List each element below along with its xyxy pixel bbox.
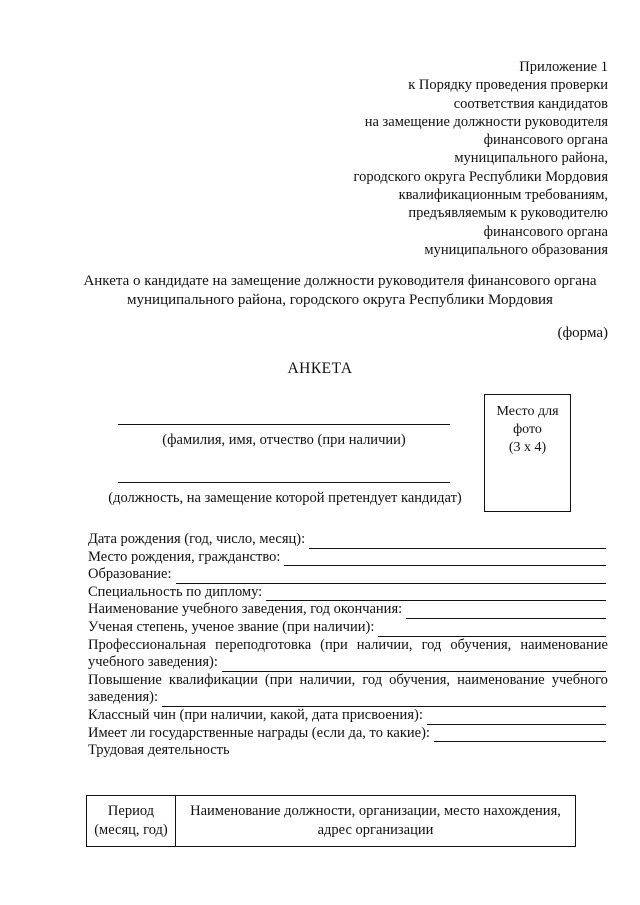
header-text: Период — [107, 803, 155, 819]
field-label: учебного заведения): — [88, 654, 218, 671]
field-label: Классный чин (при наличии, какой, дата присвоения): — [88, 706, 423, 723]
field-line — [284, 552, 606, 566]
field-line — [266, 587, 606, 601]
field-word: переподготовка — [215, 636, 312, 653]
photo-placeholder — [484, 394, 571, 512]
appendix-line: финансового органа — [483, 132, 608, 149]
header-text: (месяц, год) — [94, 822, 168, 838]
name-caption: (фамилия, имя, отчество (при наличии) — [162, 432, 406, 448]
appendix-line: финансового органа — [483, 223, 608, 240]
appendix-line: городского округа Республики Мордовия — [353, 168, 608, 185]
table-header-row — [87, 796, 576, 847]
form-label: (форма) — [557, 325, 608, 341]
form-title — [60, 272, 620, 310]
field-word: наименование — [457, 671, 545, 688]
field-word: учебного — [551, 671, 608, 688]
appendix-line: муниципального района, — [454, 150, 608, 167]
field-label: Образование: — [88, 566, 172, 583]
field-retraining-cont — [88, 654, 608, 672]
field-label: Имеет ли государственные награды (если да, то какие): — [88, 724, 430, 741]
field-word: Профессиональная — [88, 636, 207, 653]
field-line — [378, 623, 606, 637]
field-line — [162, 693, 606, 707]
field-word: (при — [264, 671, 293, 688]
field-line — [427, 711, 606, 725]
field-word: обучения, — [450, 636, 512, 653]
field-label: Специальность по диплому: — [88, 583, 263, 600]
field-line — [222, 658, 606, 672]
field-word: (при — [320, 636, 348, 653]
field-qualification-cont — [88, 689, 608, 707]
appendix-line: квалификационным требованиям, — [398, 187, 608, 204]
field-label: Наименование учебного заведения, год окончания: — [88, 601, 403, 618]
field-line — [406, 605, 606, 619]
photo-text-line3: (3 х 4) — [508, 440, 547, 455]
form-title-line1: Анкета о кандидате на замещение должности руководителя финансового органа — [83, 273, 597, 289]
work-history-table — [86, 795, 576, 847]
field-label: Ученая степень, ученое звание (при наличии): — [88, 618, 375, 635]
field-birth-date — [88, 531, 608, 549]
position-line — [118, 482, 450, 483]
field-retraining — [88, 637, 608, 655]
field-work-history — [88, 742, 608, 760]
form-title-line2: муниципального района, городского округа Республики Мордовия — [127, 292, 553, 308]
field-word: наличии, — [299, 671, 356, 688]
field-word: наличии, — [356, 636, 413, 653]
field-label: Место рождения, гражданство: — [88, 548, 281, 565]
field-specialty — [88, 584, 608, 602]
header-text: адрес организации — [317, 822, 434, 838]
appendix-line: соответствия кандидатов — [453, 95, 608, 112]
table-header-position — [176, 796, 576, 847]
field-label: заведения): — [88, 689, 159, 706]
field-line — [176, 570, 606, 584]
appendix-header — [354, 58, 608, 259]
questionnaire-fields — [88, 531, 608, 760]
field-class-rank — [88, 707, 608, 725]
field-line — [434, 728, 606, 742]
field-line — [309, 535, 606, 549]
field-label: Трудовая деятельность — [88, 742, 230, 759]
field-awards — [88, 725, 608, 743]
field-birth-place — [88, 549, 608, 567]
field-education — [88, 566, 608, 584]
appendix-line: Приложение 1 — [519, 59, 608, 75]
page-heading: АНКЕТА — [287, 360, 353, 377]
field-word: год — [362, 671, 383, 688]
field-qualification — [88, 672, 608, 690]
field-word: год — [421, 636, 442, 653]
field-institution — [88, 601, 608, 619]
position-caption: (должность, на замещение которой претендует кандидат) — [108, 490, 462, 506]
name-line — [118, 424, 450, 425]
appendix-line: к Порядку проведения проверки — [408, 77, 608, 94]
appendix-line: предъявляемым к руководителю — [408, 205, 608, 222]
field-word: наименование — [520, 636, 608, 653]
table-header-period — [87, 796, 176, 847]
field-word: Повышение — [88, 671, 162, 688]
field-word: обучения, — [389, 671, 451, 688]
photo-text-line2: фото — [513, 422, 542, 437]
appendix-line: на замещение должности руководителя — [364, 113, 608, 130]
header-text: Наименование должности, организации, место нахождения, — [190, 803, 561, 819]
table — [86, 795, 576, 847]
field-label: Дата рождения (год, число, месяц): — [88, 531, 306, 547]
field-degree — [88, 619, 608, 637]
field-word: квалификации — [168, 671, 258, 688]
appendix-line: муниципального образования — [424, 241, 608, 258]
photo-text-line1: Место для — [496, 404, 559, 419]
